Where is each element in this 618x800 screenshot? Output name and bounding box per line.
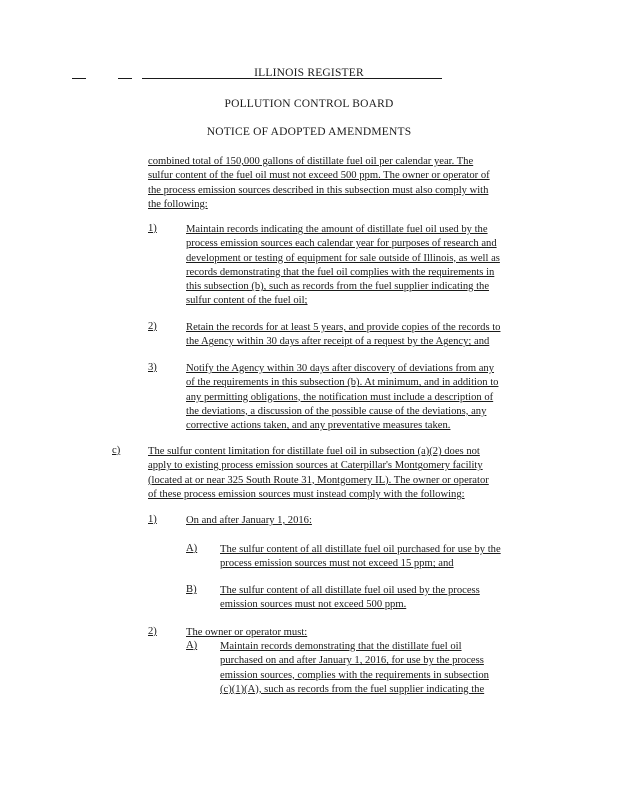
b1-line: records demonstrating that the fuel oil complies with the requirements in bbox=[186, 266, 495, 278]
c1a-line: The sulfur content of all distillate fuel oil purchased for use by the bbox=[220, 544, 501, 555]
b1-line: Maintain records indicating the amount of distillate fuel oil used by the bbox=[186, 224, 488, 235]
c2a-line: emission sources, complies with the requirements in subsection bbox=[220, 669, 489, 681]
c1b-marker: B) bbox=[186, 584, 197, 595]
b2-line: the Agency within 30 days after receipt of a request by the Agency; and bbox=[186, 336, 490, 348]
b1-line: development or testing of equipment for sale outside of Illinois, as well as bbox=[186, 252, 500, 264]
c1b-paragraph bbox=[220, 584, 480, 613]
c-line: apply to existing process emission sources at Caterpillar's Montgomery facility bbox=[148, 460, 483, 472]
intro-line: combined total of 150,000 gallons of distillate fuel oil per calendar year. The bbox=[148, 156, 474, 167]
b1-line: process emission sources each calendar year for purposes of research and bbox=[186, 238, 497, 250]
c-marker: c) bbox=[112, 445, 121, 456]
c-line: of these process emission sources must instead comply with the following: bbox=[148, 488, 465, 500]
intro-line: sulfur content of the fuel oil must not exceed 500 ppm. The owner or operator of bbox=[148, 170, 490, 182]
b1-marker: 1) bbox=[148, 223, 157, 234]
c2a-line: Maintain records demonstrating that the distillate fuel oil bbox=[220, 641, 462, 652]
c1a-paragraph bbox=[220, 543, 501, 572]
b3-paragraph bbox=[186, 362, 498, 433]
b1-paragraph bbox=[186, 223, 500, 309]
c1a-marker: A) bbox=[186, 543, 198, 554]
c-line: The sulfur content limitation for distillate fuel oil in subsection (a)(2) does not bbox=[148, 446, 480, 457]
b1-line: this subsection (b), such as records from the fuel supplier indicating the bbox=[186, 281, 490, 293]
c2a-line: (c)(1)(A), such as records from the fuel supplier indicating the bbox=[220, 683, 485, 695]
intro-paragraph bbox=[148, 155, 490, 212]
b3-marker: 3) bbox=[148, 362, 157, 373]
c1b-line: emission sources must not exceed 500 ppm. bbox=[220, 599, 407, 611]
c2-marker: 2) bbox=[148, 626, 157, 637]
b2-line: Retain the records for at least 5 years, and provide copies of the records to bbox=[186, 322, 501, 333]
b3-line: the deviations, a discussion of the possible cause of the deviations, any bbox=[186, 405, 487, 417]
b3-line: of the requirements in this subsection (b). At minimum, and in addition to bbox=[186, 377, 499, 389]
c1-marker: 1) bbox=[148, 514, 157, 525]
intro-line: the process emission sources described in this subsection must also comply with bbox=[148, 184, 489, 196]
b1-line: sulfur content of the fuel oil; bbox=[186, 295, 308, 307]
c-paragraph bbox=[148, 445, 489, 502]
c2-heading: The owner or operator must: bbox=[186, 627, 308, 638]
c1b-line: The sulfur content of all distillate fuel oil used by the process bbox=[220, 585, 480, 596]
c1-heading: On and after January 1, 2016: bbox=[186, 515, 312, 526]
c2a-line: purchased on and after January 1, 2016, for use by the process bbox=[220, 655, 484, 667]
b2-marker: 2) bbox=[148, 321, 157, 332]
c1a-line: process emission sources must not exceed 15 ppm; and bbox=[220, 558, 454, 570]
b3-line: Notify the Agency within 30 days after discovery of deviations from any bbox=[186, 363, 495, 374]
c2a-paragraph bbox=[220, 640, 489, 697]
b2-paragraph bbox=[186, 321, 500, 350]
intro-line: the following: bbox=[148, 198, 208, 210]
c-line: (located at or near 325 South Route 31, Montgomery IL). The owner or operator bbox=[148, 474, 489, 486]
b3-line: corrective actions taken, and any preventative measures taken. bbox=[186, 420, 451, 432]
notice-title: NOTICE OF ADOPTED AMENDMENTS bbox=[206, 126, 412, 138]
b3-line: any permitting obligations, the notification must include a description of bbox=[186, 391, 494, 403]
c2a-marker: A) bbox=[186, 640, 198, 651]
register-title: ILLINOIS REGISTER bbox=[254, 67, 364, 79]
board-title: POLLUTION CONTROL BOARD bbox=[224, 98, 394, 110]
